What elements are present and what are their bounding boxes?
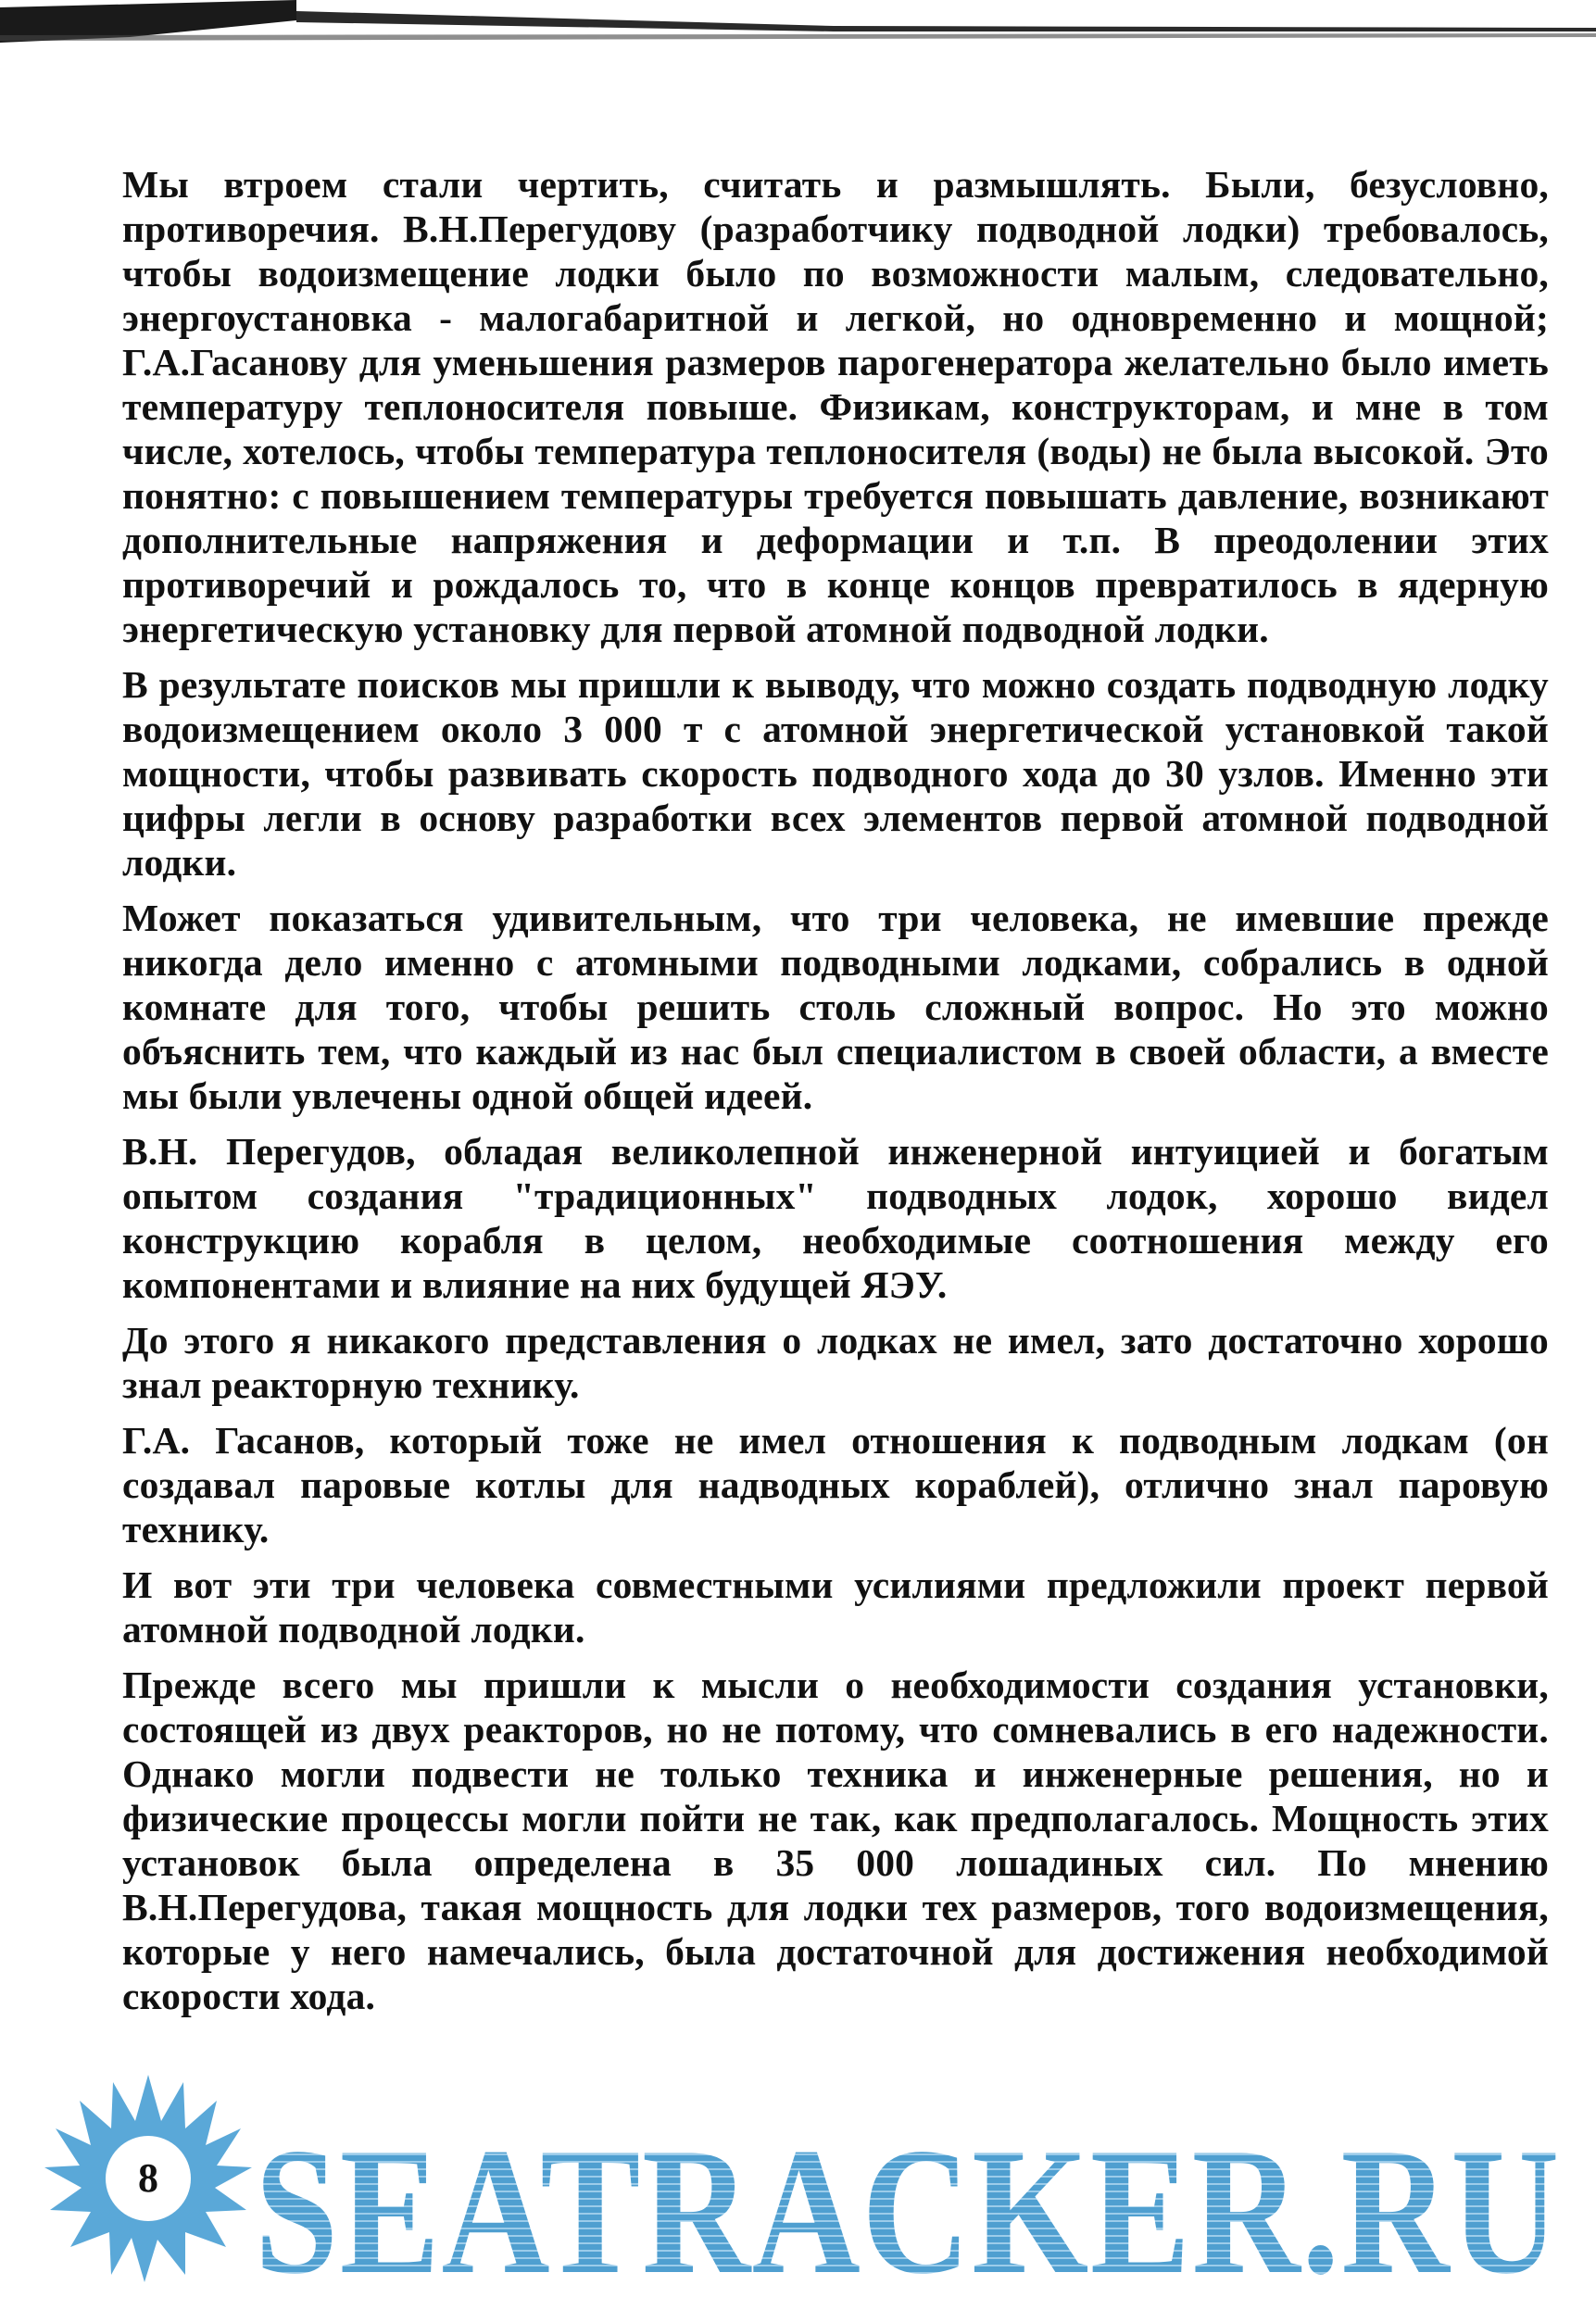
- paragraph: Мы втроем стали чертить, считать и размышлять. Были, безусловно, противоречия. В.Н.Перегудову (разработчику подводной лодки) требовалось, чтобы водоизмещение лодки было по возможности малым, следовательно, энергоустановка - малогабаритной и легкой, но одновременно и мощной; Г.А.Гасанову для уменьшения размеров парогенератора желательно было иметь температуру теплоносителя повыше. Физикам, конструкторам, и мне в том числе, хотелось, чтобы температура теплоносителя (воды) не была высокой. Это понятно: с повышением температуры требуется повышать давление, возникают дополнительные напряжения и деформации и т.п. В преодолении этих противоречий и рождалось то, что в конце концов превратилось в ядерную энергетическую установку для первой атомной подводной лодки.: [122, 163, 1549, 650]
- paragraph: И вот эти три человека совместными усилиями предложили проект первой атомной подводной лодки.: [122, 1563, 1549, 1651]
- paragraph: Может показаться удивительным, что три человека, не имевшие прежде никогда дело именно с атомными подводными лодками, собрались в одной комнате для того, чтобы решить столь сложный вопрос. Но это можно объяснить тем, что каждый из нас был специалистом в своей области, а вместе мы были увлечены одной общей идеей.: [122, 897, 1549, 1117]
- paragraph: Прежде всего мы пришли к мысли о необходимости создания установки, состоящей из двух реакторов, но не потому, что сомневались в его надежности. Однако могли подвести не только техника и инженерные решения, но и физические процессы могли пойти не так, как предполагалось. Мощность этих установок была определена в 35 000 лошадиных сил. По мнению В.Н.Перегудова, такая мощность для лодки тех размеров, того водоизмещения, которые у него намечались, была достаточной для достижения необходимой скорости хода.: [122, 1663, 1549, 2017]
- paragraph: В.Н. Перегудов, обладая великолепной инженерной интуицией и богатым опытом создания "традиционных" подводных лодок, хорошо видел конструкцию корабля в целом, необходимые соотношения между его компонентами и влияние на них будущей ЯЭУ.: [122, 1130, 1549, 1306]
- page-number: 8: [138, 2155, 158, 2201]
- scan-edge-artifact: [0, 0, 1596, 52]
- paragraph: До этого я никакого представления о лодках не имел, зато достаточно хорошо знал реакторную технику.: [122, 1319, 1549, 1406]
- paragraph: В результате поисков мы пришли к выводу, что можно создать подводную лодку водоизмещением около 3 000 т с атомной энергетической установкой такой мощности, чтобы развивать скорость подводного хода до 30 узлов. Именно эти цифры легли в основу разработки всех элементов первой атомной подводной лодки.: [122, 663, 1549, 884]
- paragraph: Г.А. Гасанов, который тоже не имел отношения к подводным лодкам (он создавал паровые котлы для надводных кораблей), отлично знал паровую технику.: [122, 1419, 1549, 1550]
- watermark-text: SEATRACKER.RU: [255, 2116, 1561, 2302]
- body-text: [122, 162, 1549, 2029]
- watermark: [255, 2116, 1570, 2302]
